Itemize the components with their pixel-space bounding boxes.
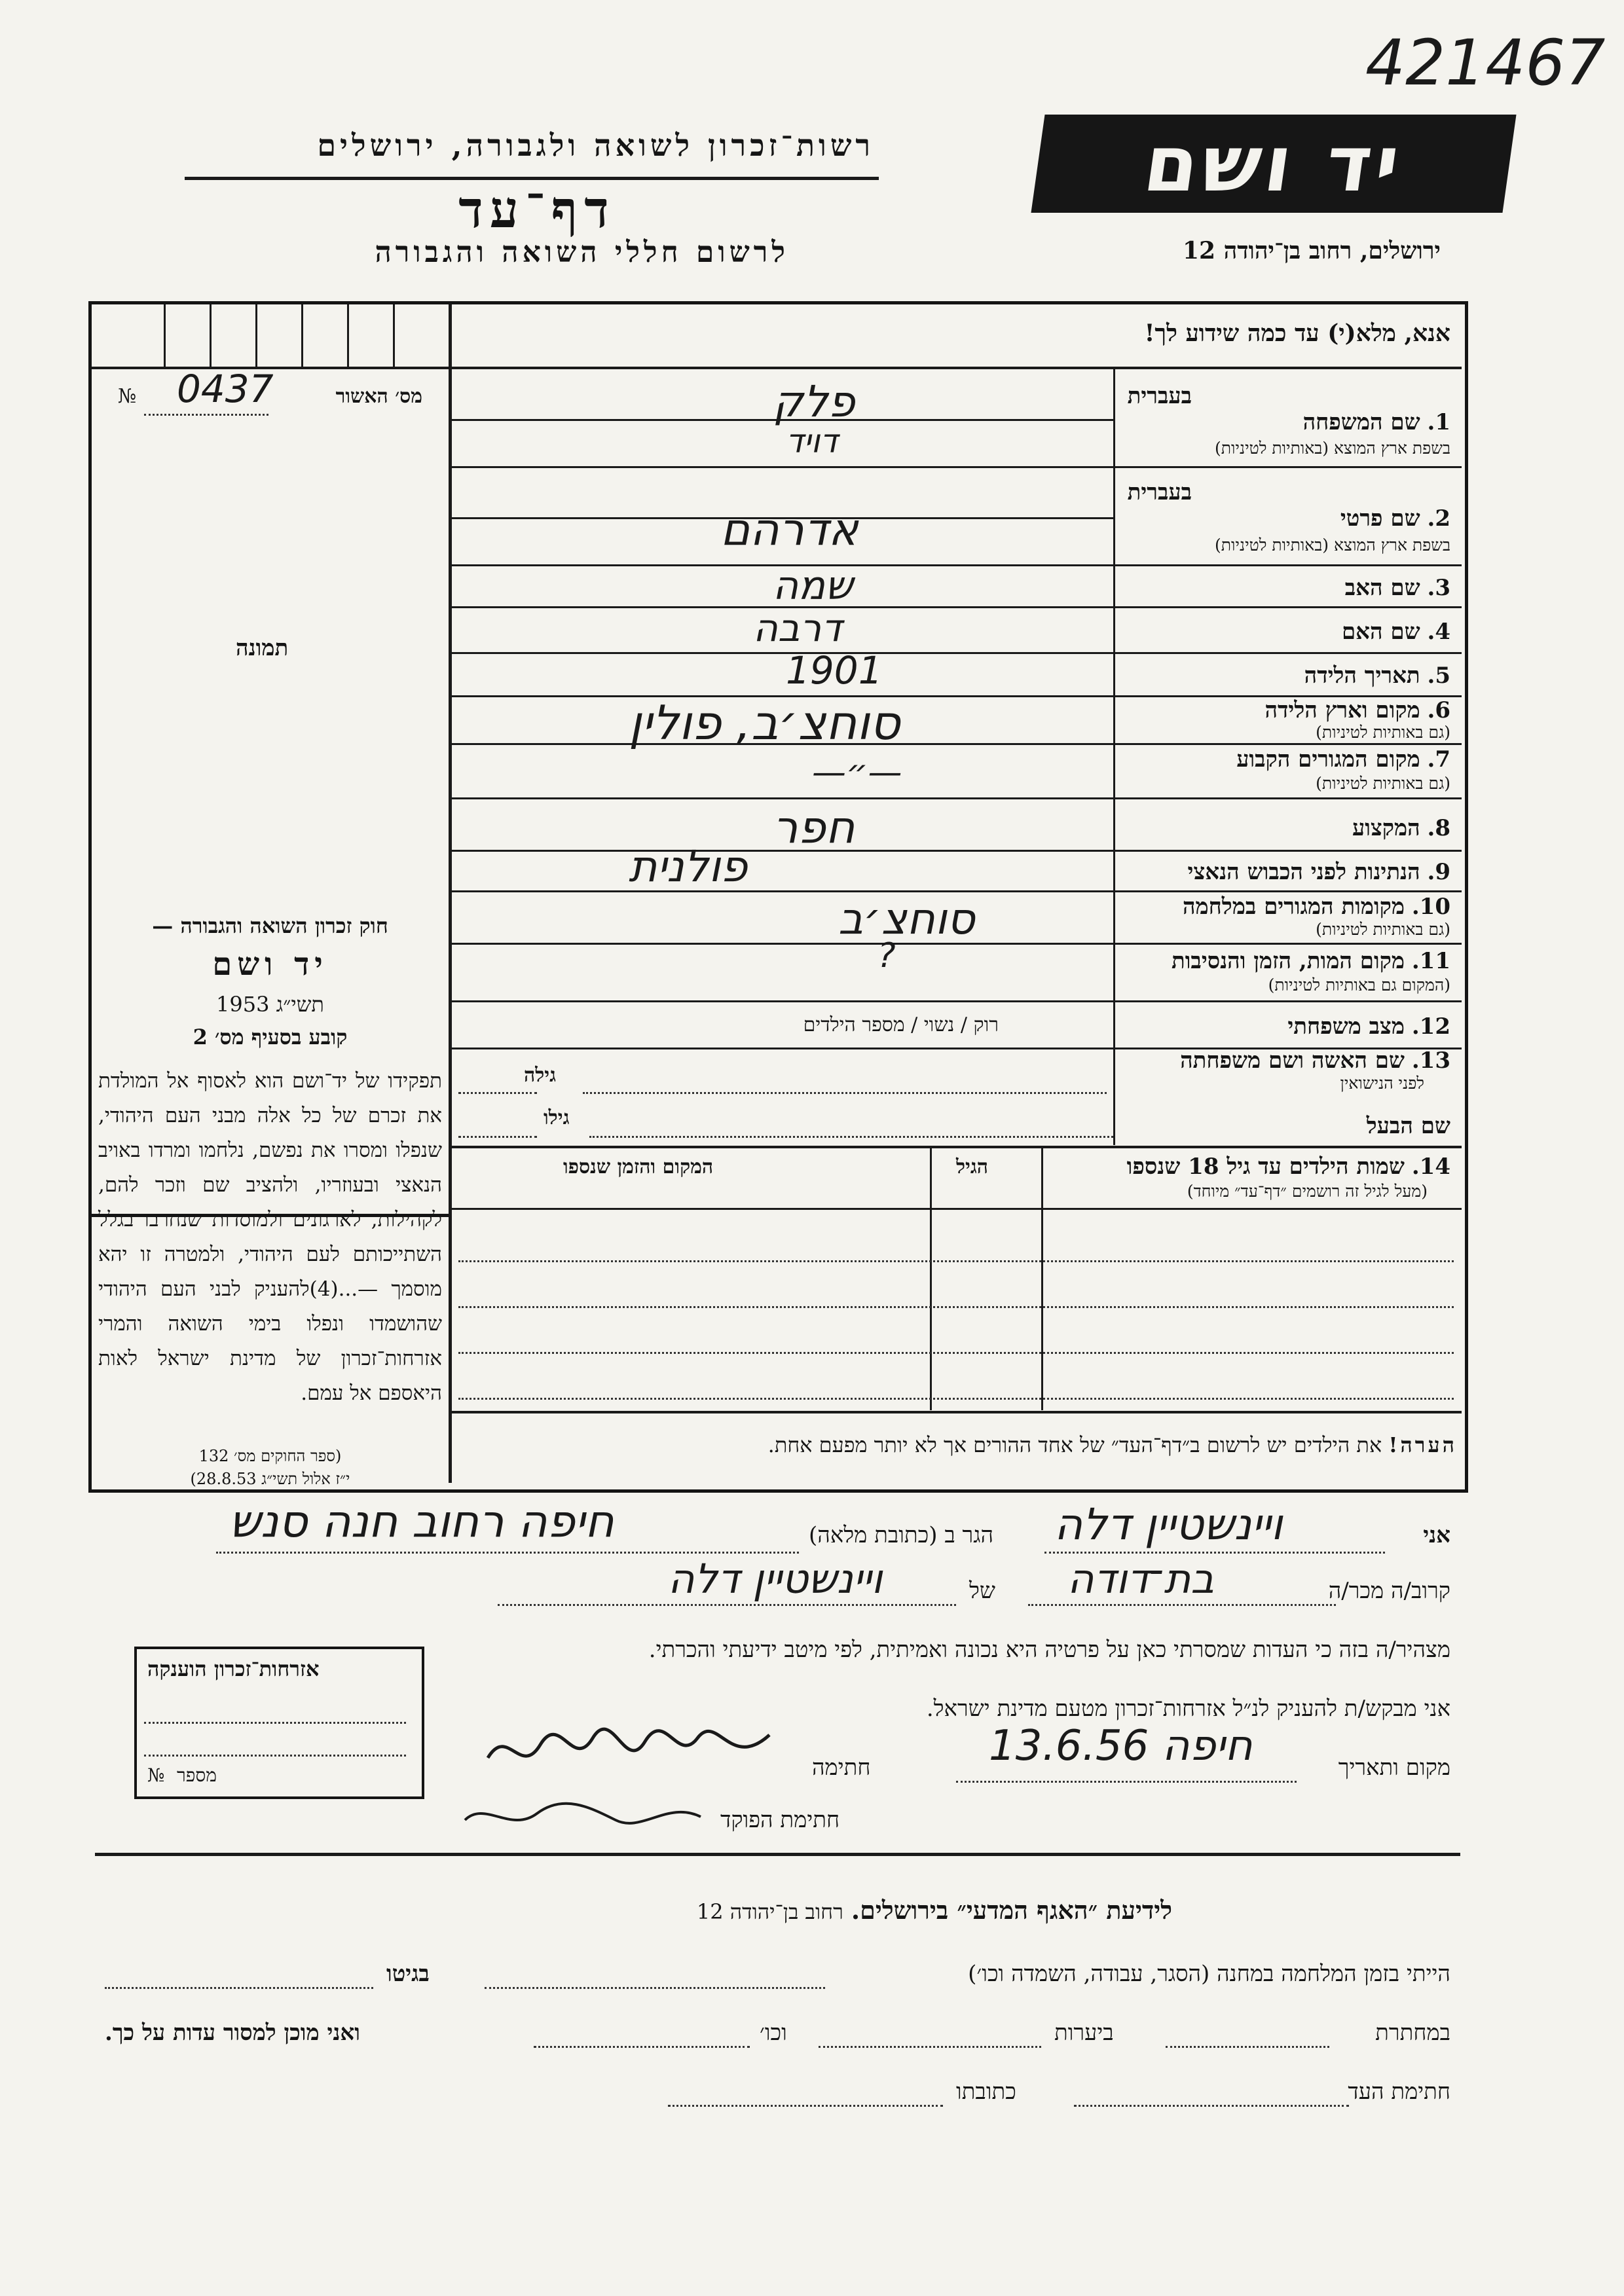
husband-age-label: גילו — [544, 1106, 570, 1129]
relative-label: קרוב/ה מכר/ה — [1328, 1578, 1450, 1604]
wife-age-label: גילה — [524, 1064, 557, 1087]
law-body: תפקידו של יד־ושם הוא לאסוף אל המולדת את זכרם של כל אלה מבני העם היהודי, שנפלו ומסרו את נפשם, נלחמו ומרדו באויב הנאצי ובעוזריו, ולהציב שם וזכר להם, לקהילות, לארגונים ולמוסדות שנחרבו בגלל השתייכותם לעם היהודי, ולמטרה זו יהא מוסמך —...(4)להעניק לבני העם היהודי שהושמדו ונפלו בימי השואה והמרי אזרחות־זכרון של מדינת ישראל לאות היאספם אל עמם. — [98, 1069, 442, 1405]
place-date-value: חיפה 13.6.56 — [989, 1722, 1253, 1770]
of-label: של — [969, 1578, 995, 1604]
field-1-title: שם המשפחה — [1302, 409, 1420, 435]
doc-title: דף־עד — [458, 180, 616, 240]
field-6-value: סוחצ׳ב, פולין — [629, 695, 900, 750]
footer-line1-a: הייתי בזמן המלחמה במחנה (הסגר, עבודה, השמדה וכו׳) — [968, 1961, 1450, 1987]
citizenship-box-no-sign: № — [147, 1764, 165, 1786]
field-6-sub: (גם באותיות לטיניות) — [1316, 723, 1450, 742]
field-1-in-hebrew: בעברית — [1127, 383, 1192, 409]
field-12-options: רוק / נשוי / מספר הילדים — [803, 1013, 999, 1036]
declare-text: מצהיר/ה בזה כי העדות שמסרתי כאן על פרטיה היא נכונה ואמיתית, לפי מיטב ידיעתי והכרתי. — [648, 1637, 1450, 1663]
permit-no-sign: № — [118, 385, 137, 408]
law-ref-2: י״ז אלול תשי״ג 28.8.53) — [190, 1470, 350, 1488]
field-4-label: 4. שם האם — [1341, 619, 1450, 645]
field-14-sub: (מעל לגיל זה רושמים ״דף־עד״ מיוחד) — [1187, 1182, 1428, 1201]
yad-vashem-logo — [1031, 115, 1516, 213]
doc-subtitle: לרשום חללי השואה והגבורה — [375, 236, 789, 269]
field-1-value-2: דויד — [786, 422, 838, 460]
field-2-label: 2. שם פרטי — [1340, 505, 1450, 532]
citizenship-box-number-label: מספר — [177, 1764, 217, 1786]
field-6-label: 6. מקום וארץ הלידה — [1264, 697, 1450, 723]
official-signature-scribble — [458, 1787, 707, 1840]
field-1-number: 1. — [1427, 409, 1450, 435]
children-col-age: הגיל — [956, 1156, 989, 1178]
of-value: ויינשטיין דלה — [668, 1555, 883, 1603]
request-text: אני מבקש/ת להעניק לנ״ל אזרחות־זכרון מטעם מדינת ישראל. — [926, 1696, 1450, 1722]
declarant-address-value: חיפה רחוב חנה סנש — [229, 1496, 614, 1548]
citizenship-box-title: אזרחות־זכרון הוענקה — [147, 1656, 320, 1681]
declaration-i-label: אני — [1423, 1522, 1450, 1548]
field-12-label: 12. מצב משפחתי — [1287, 1013, 1450, 1040]
footer-line1-b: בגיטו — [386, 1961, 430, 1987]
field-2-in-hebrew: בעברית — [1127, 479, 1192, 505]
address: ירושלים, רחוב בן־יהודה 12 — [1182, 237, 1441, 264]
field-1-value: פלק — [773, 376, 855, 427]
official-signature — [458, 1787, 707, 1840]
field-10-value: סוחצ׳ב — [838, 894, 975, 944]
husband-label: שם הבעל — [1366, 1113, 1450, 1139]
left-column-divider — [449, 304, 452, 1483]
law-name: יד ושם — [212, 946, 328, 983]
field-7-sub: (גם באותיות לטיניות) — [1316, 774, 1450, 793]
footer-separator — [95, 1853, 1460, 1856]
declarant-signature — [481, 1719, 776, 1784]
field-4-value: דרבה — [753, 606, 842, 650]
field-11-value: ? — [877, 936, 896, 975]
footer-line2-c: וכו׳ — [760, 2020, 787, 2046]
law-ref-1: (ספר החוקים מס׳ 132 — [198, 1447, 342, 1465]
document-number: 421467 — [1365, 26, 1606, 100]
footer-address: רחוב בן־יהודה 12 — [696, 1899, 843, 1924]
footer-line2-d: ואני מוכן למסור עדות על כך. — [105, 2020, 360, 2046]
footer-line2-a: במחתרת — [1375, 2020, 1450, 2046]
footer-heading — [697, 1895, 1172, 1925]
field-10-label: 10. מקומות המגורים במלחמה — [1182, 894, 1450, 920]
field-7-label: 7. מקום המגורים הקבוע — [1236, 746, 1450, 773]
org-line: רשות־זכרון לשואה ולגבורה, ירושלים — [317, 128, 874, 163]
logo-text: יד ושם — [1138, 118, 1409, 209]
children-note: הערה! את הילדים יש לרשום ב״דף־העד״ של אחד ההורים אך לא יותר מפעם אחת. — [767, 1432, 1457, 1457]
law-year: תשי״ג 1953 — [216, 992, 324, 1017]
law-clause: קובע בסעיף מס׳ 2 — [193, 1025, 348, 1049]
permit-label: מס׳ האשור — [335, 385, 422, 408]
field-7-value: —״— — [812, 753, 902, 792]
field-8-value: חפר — [773, 802, 855, 854]
field-13-sub: לפני הנישואין — [1340, 1074, 1424, 1093]
photo-label: תמונה — [236, 635, 289, 661]
declaration-resides-label: הגר ב (כתובת מלאה) — [809, 1522, 994, 1548]
declarant-name-value: ויינשטיין דלה — [1054, 1499, 1283, 1550]
signature-scribble — [481, 1719, 776, 1784]
field-2-value: אדרהם — [720, 504, 858, 556]
relation-value: בת־דודה — [1067, 1555, 1215, 1603]
footer-line3-a: חתימת העד — [1348, 2079, 1450, 2105]
field-1-label — [1303, 409, 1450, 435]
field-2-sub: בשפת ארץ המוצא (באותיות לטיניות) — [1215, 536, 1450, 555]
please-fill-note: אנא, מלא(י) עד כמה שידוע לך! — [1144, 319, 1450, 347]
field-5-value: 1901 — [786, 648, 883, 693]
field-1-sub: בשפת ארץ המוצא (באותיות לטיניות) — [1215, 439, 1450, 458]
place-date-label: מקום ותאריך — [1338, 1755, 1450, 1781]
children-col-place-time: המקום והזמן שנספו — [563, 1156, 714, 1178]
field-14-label: 14. שמות הילדים עד גיל 18 שנספו — [1126, 1154, 1450, 1180]
signature-label: חתימה — [812, 1755, 871, 1781]
footer-line2-b: ביערות — [1054, 2020, 1114, 2046]
field-10-sub: (גם באותיות לטיניות) — [1316, 920, 1450, 939]
field-3-value: שמה — [773, 563, 853, 609]
field-8-label: 8. המקצוע — [1352, 815, 1450, 841]
label-column-divider — [1113, 369, 1115, 1145]
field-13-label: 13. שם האשה ושם משפחתה — [1180, 1048, 1450, 1074]
footer-line3-b: כתובתו — [956, 2079, 1016, 2105]
official-signature-label: חתימת הפוקד — [720, 1807, 840, 1833]
field-5-label: 5. תאריך הלידה — [1304, 663, 1450, 689]
field-11-sub: (המקום גם באותיות לטיניות) — [1268, 975, 1450, 994]
field-9-label: 9. הנתינות לפני הכבוש הנאצי — [1187, 859, 1450, 885]
permit-value: 0437 — [177, 367, 274, 411]
field-9-value: פולנית — [629, 841, 748, 892]
law-title: חוק זכרון השואה והגבורה — — [152, 913, 388, 938]
footer-title: לידיעת ״האגף המדעי״ בירושלים. — [851, 1895, 1172, 1925]
field-11-label: 11. מקום המות, הזמן והנסיבות — [1172, 948, 1450, 974]
field-3-label: 3. שם האב — [1344, 575, 1450, 601]
